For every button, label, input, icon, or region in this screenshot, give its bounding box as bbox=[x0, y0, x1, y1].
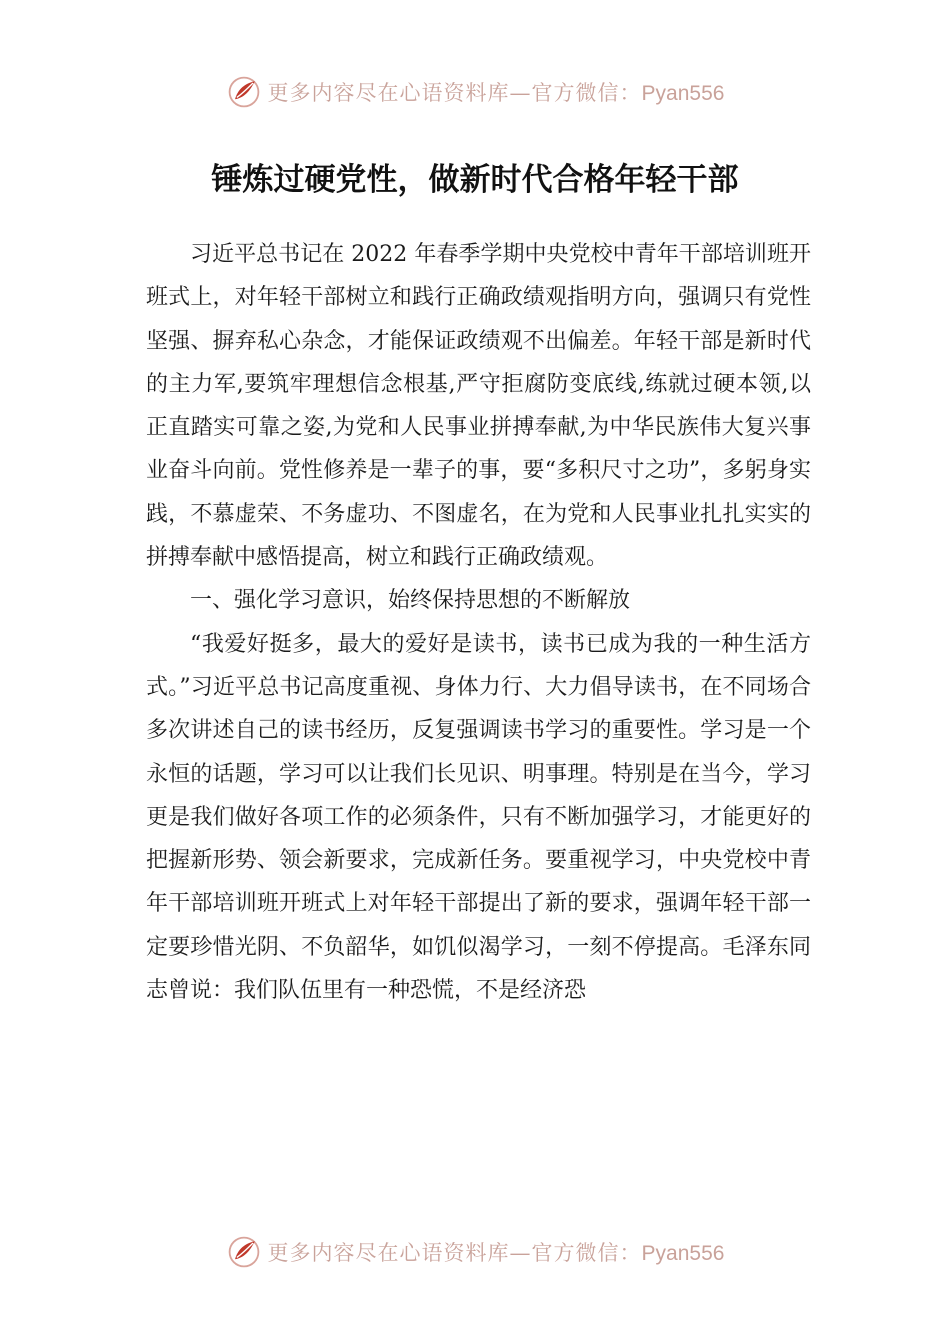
document-title: 锤炼过硬党性，做新时代合格年轻干部 bbox=[211, 162, 739, 198]
watermark-id: Pyan556 bbox=[641, 1242, 725, 1265]
leaf-swirl-logo-icon bbox=[226, 74, 262, 110]
header-watermark bbox=[0, 74, 950, 110]
footer-watermark bbox=[0, 1234, 950, 1270]
watermark-text: 更多内容尽在心语资料库—官方微信：Pyan556 bbox=[267, 81, 725, 105]
document-body bbox=[146, 233, 811, 1012]
paragraph-section-1: “我爱好挺多，最大的爱好是读书，读书已成为我的一种生活方式。”习近平总书记高度重视、身体力行、大力倡导读书，在不同场合多次讲述自己的读书经历，反复强调读书学习的重要性。学习是一个永恒的话题，学习可以让我们长见识、明事理。特别是在当今，学习更是我们做好各项工作的必须条件，只有不断加强学习，才能更好的把握新形势、领会新要求，完成新任务。要重视学习，中央党校中青年干部培训班开班式上对年轻干部提出了新的要求，强调年轻干部一定要珍惜光阴、不负韶华，如饥似渴学习，一刻不停提高。毛泽东同志曾说：我们队伍里有一种恐慌，不是经济恐 bbox=[146, 631, 811, 1004]
watermark-id: Pyan556 bbox=[641, 82, 725, 105]
paragraph-intro: 习近平总书记在 2022 年春季学期中央党校中青年干部培训班开班式上，对年轻干部树立和践行正确政绩观指明方向，强调只有党性坚强、摒弃私心杂念，才能保证政绩观不出偏差。年轻干部是新时代的主力军,要筑牢理想信念根基,严守拒腐防变底线,练就过硬本领,以正直踏实可靠之姿,为党和人民事业拼搏奉献,为中华民族伟大复兴事业奋斗向前。党性修养是一辈子的事，要“多积尺寸之功”，多躬身实践，不慕虚荣、不务虚功、不图虚名，在为党和人民事业扎扎实实的拼搏奉献中感悟提高，树立和践行正确政绩观。 bbox=[146, 242, 811, 571]
section-heading-1: 一、强化学习意识，始终保持思想的不断解放 bbox=[190, 588, 631, 614]
watermark-text: 更多内容尽在心语资料库—官方微信：Pyan556 bbox=[267, 1241, 725, 1265]
leaf-swirl-logo-icon bbox=[226, 1234, 262, 1270]
